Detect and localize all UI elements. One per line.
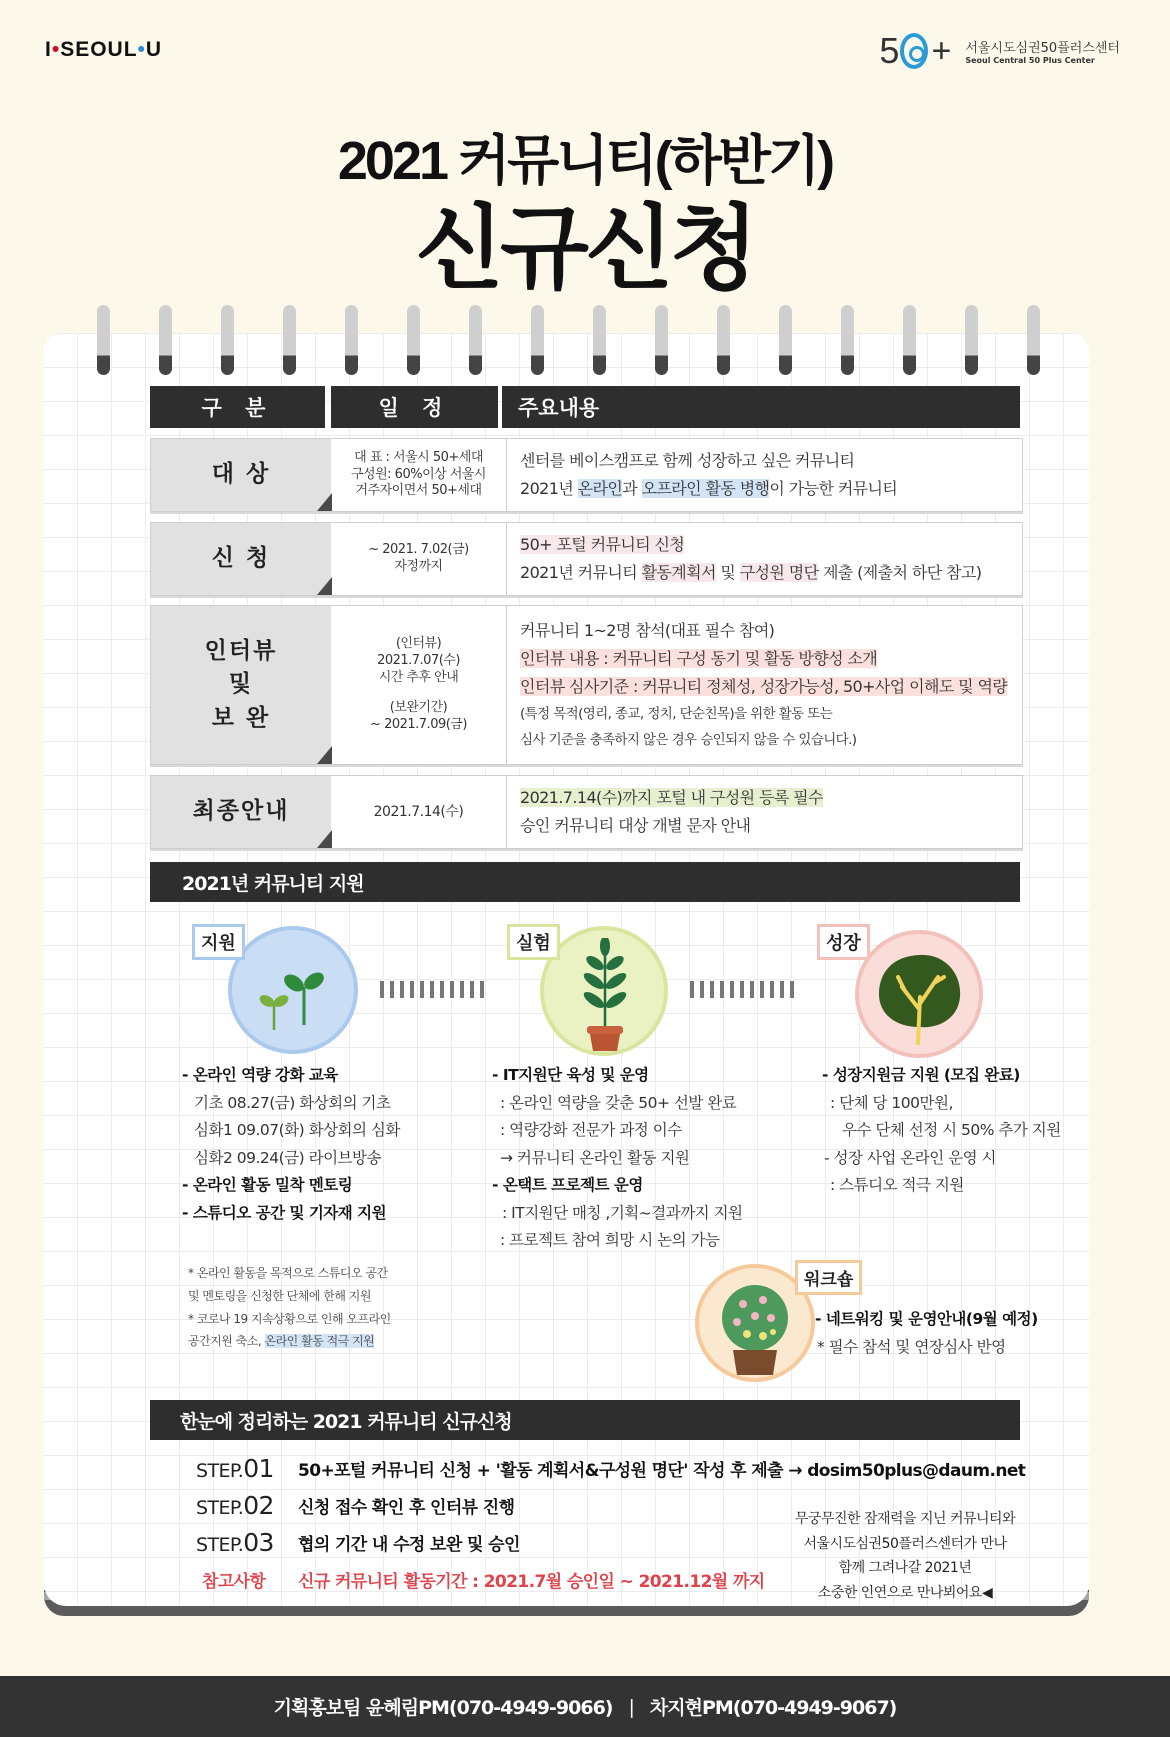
- binder-ring-icon: [903, 305, 916, 375]
- binder-ring-icon: [593, 305, 606, 375]
- workshop-text: - 네트워킹 및 운영안내(9월 예정) * 필수 참석 및 연장심사 반영: [815, 1310, 1038, 1356]
- stage-support: 지원: [190, 920, 350, 1050]
- summary-section-title: 한눈에 정리하는 2021 커뮤니티 신규신청: [150, 1400, 1020, 1440]
- binder-ring-icon: [717, 305, 730, 375]
- stage-workshop: 워크숍: [695, 1260, 895, 1390]
- stage-experiment: 실험: [505, 920, 685, 1055]
- binder-ring-icon: [655, 305, 668, 375]
- binder-ring-icon: [221, 305, 234, 375]
- binder-ring-icon: [345, 305, 358, 375]
- row-date: (인터뷰) 2021.7.07(수) 시간 추후 안내 (보완기간) ~ 2021.7.09(금): [370, 635, 467, 733]
- binder-rings: [90, 305, 1050, 375]
- row-content: 센터를 베이스캠프로 함께 성장하고 싶은 커뮤니티 2021년 온라인과 오프라인 활동 병행이 가능한 커뮤니티: [506, 439, 1022, 511]
- flower-bush-icon: [715, 1278, 795, 1378]
- closing-message: 무궁무진한 잠재력을 지닌 커뮤니티와 서울시도심권50플러스센터가 만나 함께 그려나갈 2021년 소중한 인연으로 만나뵈어요◀: [794, 1511, 1016, 1601]
- support-notes: * 온라인 활동을 목적으로 스튜디오 공간 및 멘토링을 신청한 단체에 한해 지원 * 코로나 19 지속상황으로 인해 오프라인 공간지원 축소, 온라인 활동 적극 지원: [188, 1266, 391, 1349]
- title-line-1: 2021 커뮤니티(하반기): [337, 131, 833, 191]
- support-column-1: - 온라인 역량 강화 교육 기초 08.27(금) 화상회의 기초 심화1 09.07(화) 화상회의 심화 심화2 09.24(금) 라이브방송 - 온라인 활동 밀착 멘토링 - 스튜디오 공간 및 기자재 지원: [182, 1066, 400, 1222]
- center-name-ko: 서울시도심권50플러스센터: [965, 41, 1120, 56]
- binder-ring-icon: [965, 305, 978, 375]
- binder-ring-icon: [779, 305, 792, 375]
- binder-ring-icon: [531, 305, 544, 375]
- binder-ring-icon: [159, 305, 172, 375]
- row-label: 인터뷰 및 보 완: [151, 606, 331, 764]
- seoul-central-50plus-logo: 5 + 서울시도심권50플러스센터 Seoul Central 50 Plus Center: [879, 30, 1120, 71]
- potted-plant-icon: [575, 938, 635, 1053]
- table-header-category: 구 분: [150, 386, 325, 428]
- fold-corner-icon: [317, 493, 332, 511]
- binder-ring-icon: [841, 305, 854, 375]
- step-02: STEP.02 신청 접수 확인 후 인터뷰 진행: [196, 1491, 515, 1520]
- binder-ring-icon: [283, 305, 296, 375]
- row-content: 50+ 포털 커뮤니티 신청 2021년 커뮤니티 활동계획서 및 구성원 명단 제출 (제출처 하단 참고): [506, 523, 1022, 595]
- header: [0, 0, 1170, 110]
- row-label: 대 상: [151, 439, 331, 511]
- row-content: 2021.7.14(수)까지 포털 내 구성원 등록 필수 승인 커뮤니티 대상 개별 문자 안내: [506, 776, 1022, 848]
- row-label: 신 청: [151, 523, 331, 595]
- row-date: 대 표 : 서울시 50+세대 구성원: 60%이상 서울시 거주자이면서 50+세대: [350, 449, 486, 499]
- table-row-target: [150, 438, 1023, 512]
- contact-separator: |: [628, 1695, 634, 1718]
- sprout-icon: [250, 965, 330, 1035]
- stage-growth: 성장: [815, 920, 995, 1055]
- tree-icon: [872, 947, 967, 1047]
- table-row-interview: [150, 605, 1023, 765]
- table-header-content: 주요내용: [502, 386, 1020, 428]
- row-date: 2021.7.14(수): [373, 803, 464, 820]
- fold-corner-icon: [317, 746, 332, 764]
- reference-note: 참고사항 신규 커뮤니티 활동기간 : 2021.7월 승인일 ~ 2021.12월 까지: [202, 1572, 765, 1592]
- row-label: 최종안내: [151, 776, 331, 848]
- support-section-title: 2021년 커뮤니티 지원: [150, 862, 1020, 902]
- binder-ring-icon: [97, 305, 110, 375]
- contact-1: 기획홍보팀 윤혜림PM(070-4949-9066): [273, 1697, 613, 1719]
- progress-dashes: [380, 981, 488, 998]
- row-date: ~ 2021. 7.02(금) 자정까지: [368, 542, 469, 574]
- table-row-apply: [150, 522, 1023, 596]
- table-row-final: [150, 775, 1023, 849]
- binder-ring-icon: [469, 305, 482, 375]
- i-seoul-u-logo: I•SEOUL•U: [45, 38, 163, 61]
- contact-2: 차지현PM(070-4949-9067): [649, 1697, 897, 1719]
- footer-contacts: [0, 1676, 1170, 1737]
- binder-ring-icon: [407, 305, 420, 375]
- title-line-2: 신규신청: [415, 198, 755, 300]
- progress-dashes: [690, 981, 798, 998]
- binder-ring-icon: [1027, 305, 1040, 375]
- table-header-schedule: 일 정: [331, 386, 498, 428]
- support-column-2: - IT지원단 육성 및 운영 : 온라인 역량을 갖춘 50+ 선발 완료 : 역량강화 전문가 과정 이수 → 커뮤니티 온라인 활동 지원 - 온택트 프로젝트 운영 : IT지원단 매칭 ,기획~결과까지 지원 : 프로젝트 참여 희망 시 논의 가능: [492, 1066, 743, 1250]
- support-column-3: - 성장지원금 지원 (모집 완료) : 단체 당 100만원, 우수 단체 선정 시 50% 추가 지원 - 성장 사업 온라인 운영 시 : 스튜디오 적극 지원: [822, 1066, 1061, 1195]
- step-01: STEP.01 50+포털 커뮤니티 신청 + '활동 계획서&구성원 명단' 작성 후 제출 → dosim50plus@daum.net: [196, 1454, 1026, 1483]
- center-name-en: Seoul Central 50 Plus Center: [965, 56, 1095, 65]
- fold-corner-icon: [317, 577, 332, 595]
- target-ring-icon: [900, 33, 928, 69]
- row-content: 커뮤니티 1~2명 참석(대표 필수 참여) 인터뷰 내용 : 커뮤니티 구성 동기 및 활동 방향성 소개 인터뷰 심사기준 : 커뮤니티 정체성, 성장가능성, 50+사업 이해도 및 역량 (특정 목적(영리, 종교, 정치, 단순친목)을 위한 활동 또는 심사 기준을 충족하지 않은 경우 승인되지 않을 수 있습니다.): [506, 606, 1022, 764]
- fold-corner-icon: [317, 830, 332, 848]
- step-03: STEP.03 협의 기간 내 수정 보완 및 승인: [196, 1528, 520, 1557]
